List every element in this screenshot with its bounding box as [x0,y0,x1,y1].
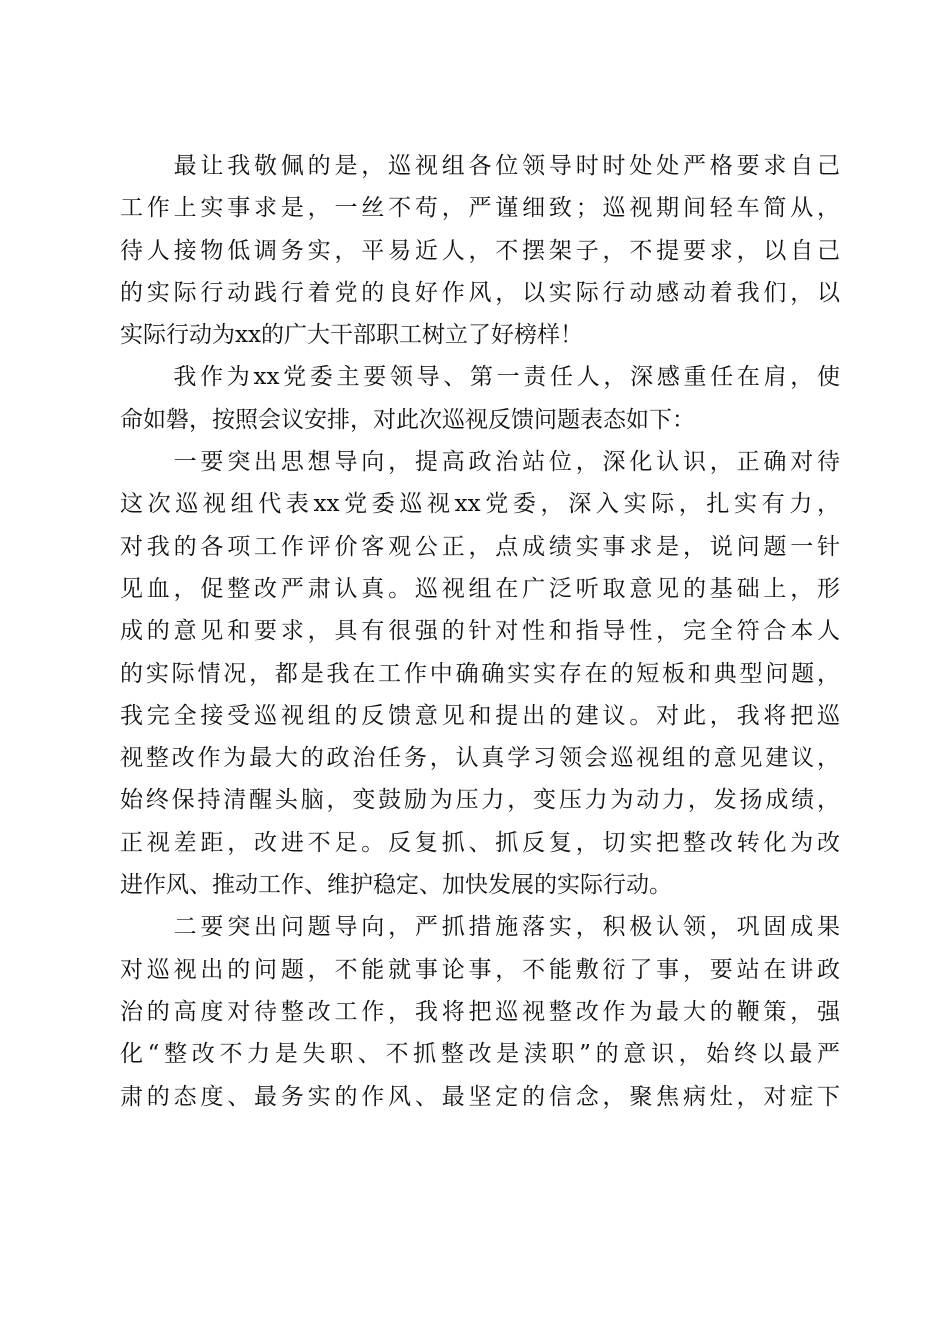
document-body [120,145,840,1118]
text-line: 治的高度对待整改工作，我将把巡视整改作为最大的鞭策，强 [120,998,840,1025]
text-line: 这次巡视组代表xx党委巡视xx党委，深入实际，扎实有力， [120,491,840,518]
text-line: 肃的态度、最务实的作风、最坚定的信念，聚焦病灶，对症下 [120,1083,840,1110]
text-line: 最让我敬佩的是，巡视组各位领导时时处处严格要求自己 [120,153,840,179]
text-line: 待人接物低调务实，平易近人，不摆架子，不提要求，以自己 [120,237,840,264]
text-line: 我作为xx党委主要领导、第一责任人，深感重任在肩，使 [120,364,840,391]
text-line: 命如磐，按照会议安排，对此次巡视反馈问题表态如下： [120,406,695,433]
text-line: 化“整改不力是失职、不抓整改是渎职”的意识，始终以最严 [120,1041,840,1068]
text-line: 我完全接受巡视组的反馈意见和提出的建议。对此，我将把巡 [120,702,840,729]
text-line: 见血，促整改严肃认真。巡视组在广泛听取意见的基础上，形 [120,575,840,602]
paragraph-1 [120,145,840,356]
text-line: 对巡视出的问题，不能就事论事，不能敷衍了事，要站在讲政 [120,956,840,983]
text-line: 正视差距，改进不足。反复抓、抓反复，切实把整改转化为改 [120,829,840,856]
text-line: 实际行动为xx的广大干部职工树立了好榜样！ [120,322,583,349]
text-line: 二要突出问题导向，严抓措施落实，积极认领，巩固成果 [120,914,840,941]
paragraph-4 [120,906,840,1117]
text-line: 工作上实事求是，一丝不苟，严谨细致；巡视期间轻车简从， [120,195,840,222]
text-line: 始终保持清醒头脑，变鼓励为压力，变压力为动力，发扬成绩， [120,787,840,814]
paragraph-3 [120,441,840,906]
text-line: 一要突出思想导向，提高政治站位，深化认识，正确对待 [120,449,840,476]
text-line: 成的意见和要求，具有很强的针对性和指导性，完全符合本人 [120,618,840,645]
text-line: 对我的各项工作评价客观公正，点成绩实事求是，说问题一针 [120,533,840,560]
text-line: 的实际情况，都是我在工作中确确实实存在的短板和典型问题， [120,660,840,687]
text-line: 进作风、推动工作、维护稳定、加快发展的实际行动。 [120,872,672,899]
text-line: 的实际行动践行着党的良好作风，以实际行动感动着我们，以 [120,279,840,306]
paragraph-2 [120,356,840,441]
text-line: 视整改作为最大的政治任务，认真学习领会巡视组的意见建议， [120,745,840,772]
